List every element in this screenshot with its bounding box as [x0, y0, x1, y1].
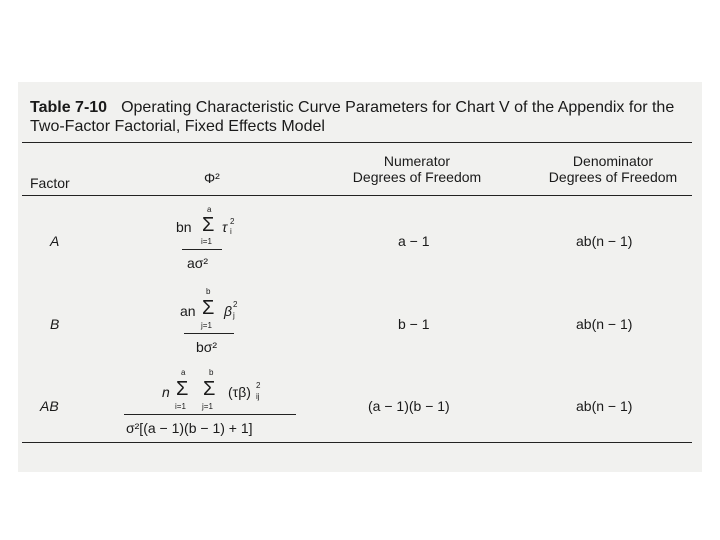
row-a-sum-lower: i=1 [201, 237, 212, 246]
row-ab-phi-formula [120, 368, 300, 440]
row-b-denominator-df: ab(n − 1) [576, 316, 633, 332]
row-b-phi-formula [170, 287, 260, 362]
row-b-fraction-bar [184, 333, 234, 334]
table-caption [30, 98, 690, 136]
row-ab-fraction-bar [124, 414, 296, 415]
bottom-rule [22, 442, 692, 443]
row-b-sum-symbol: Σ [202, 297, 215, 319]
row-ab-sum2-lower: j=1 [202, 402, 213, 411]
row-a-denominator-df: ab(n − 1) [576, 233, 633, 249]
header-denominator-line-2: Degrees of Freedom [548, 169, 678, 185]
header-denominator-line-1: Denominator [572, 153, 654, 169]
row-b-numerator-df: b − 1 [398, 316, 430, 332]
row-ab-sum1-upper: a [181, 368, 186, 377]
row-b-term: β [224, 303, 232, 319]
row-b-term-sub: j [233, 311, 235, 320]
row-a-sum-upper: a [207, 205, 212, 214]
row-a-factor: A [50, 233, 60, 249]
row-a-fraction-bar [182, 249, 222, 250]
row-a-term: τ [222, 219, 228, 235]
header-factor: Factor [30, 175, 70, 191]
row-a-numerator-df: a − 1 [398, 233, 430, 249]
row-ab-sum1-lower: i=1 [175, 402, 186, 411]
row-b-sum-lower: j=1 [201, 321, 212, 330]
table-number: Table 7-10 [30, 99, 108, 116]
row-ab-term-sup: 2 [256, 381, 261, 390]
row-ab-numerator-df: (a − 1)(b − 1) [368, 398, 450, 414]
header-rule [22, 195, 692, 196]
caption-line-1 [30, 98, 690, 117]
table-title-line-1: Operating Characteristic Curve Parameters for Chart V of the Appendix for the [121, 99, 675, 116]
row-ab-term: (τβ) [228, 384, 251, 400]
table-title-line-2: Two-Factor Factorial, Fixed Effects Model [30, 118, 325, 135]
row-ab-sum1-symbol: Σ [176, 378, 189, 400]
row-b-factor: B [50, 316, 60, 332]
row-b-phi-denominator: bσ² [196, 339, 218, 355]
row-ab-phi-coef: n [162, 384, 170, 400]
row-ab-denominator-df: ab(n − 1) [576, 398, 633, 414]
row-b-sum-upper: b [206, 287, 211, 296]
row-a-term-sup: 2 [230, 217, 235, 226]
row-b-term-sup: 2 [233, 300, 238, 309]
row-a-phi-denominator: aσ² [187, 255, 209, 271]
row-a-sum-symbol: Σ [202, 214, 215, 236]
header-numerator-line-1: Numerator [383, 153, 451, 169]
header-numerator-line-2: Degrees of Freedom [352, 169, 482, 185]
row-ab-sum2-upper: b [209, 368, 214, 377]
row-ab-term-sub: ij [256, 392, 260, 401]
top-rule [22, 142, 692, 143]
header-phi: Φ² [204, 170, 220, 186]
row-b-phi-coef: an [180, 303, 196, 319]
row-ab-factor: AB [40, 398, 59, 414]
row-a-phi-formula [176, 205, 256, 280]
row-ab-phi-denominator: σ²[(a − 1)(b − 1) + 1] [126, 420, 253, 436]
row-a-phi-coef: bn [176, 219, 192, 235]
row-a-term-sub: i [230, 227, 232, 236]
header-denominator [538, 153, 688, 185]
row-ab-sum2-symbol: Σ [203, 378, 216, 400]
header-numerator [344, 153, 490, 185]
